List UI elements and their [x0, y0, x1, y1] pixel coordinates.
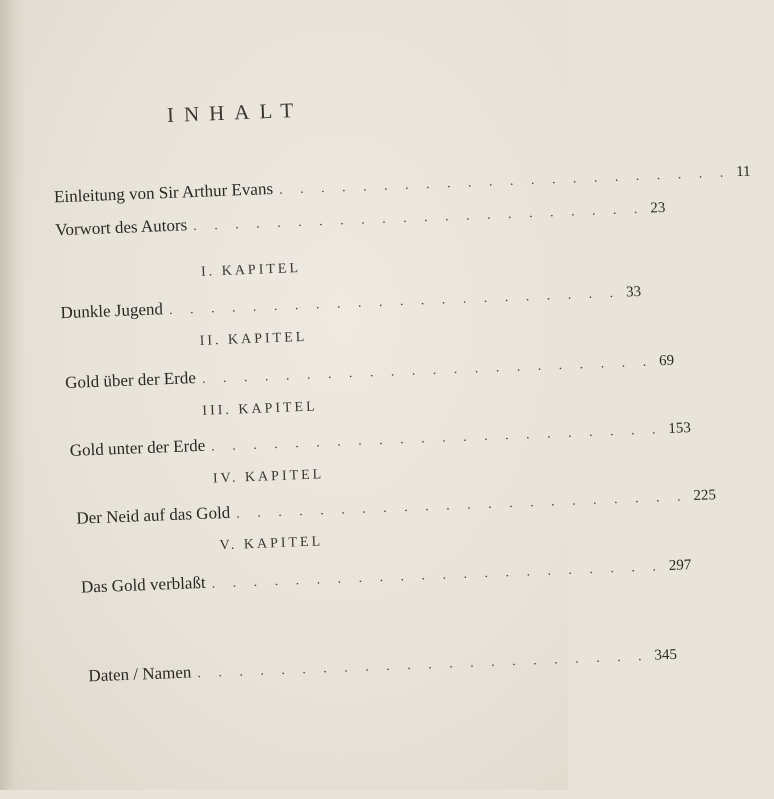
toc-entry-page: 345: [654, 646, 678, 664]
toc-entry-label: Gold über der Erde: [64, 368, 197, 393]
chapter-heading: I. KAPITEL: [200, 260, 302, 280]
leader-dots: . . . . . . . . . . . . . . . . . . . . . .: [197, 648, 649, 682]
toc-entry-label: Einleitung von Sir Arthur Evans: [53, 178, 274, 207]
toc-entry-page: 225: [693, 487, 717, 505]
toc-entry-page: 69: [658, 352, 675, 370]
toc-entry: [54, 199, 666, 244]
toc-entry-page: 23: [650, 199, 666, 217]
toc-entry-label: Das Gold verblaßt: [80, 572, 206, 597]
toc-entry-page: 33: [625, 283, 642, 301]
toc-title: INHALT: [166, 97, 304, 127]
chapter-heading: IV. KAPITEL: [212, 467, 325, 487]
leader-dots: . . . . . . . . . . . . . . . . . . . . . .: [201, 354, 654, 387]
leader-dots: . . . . . . . . . . . . . . . . . . . . . .: [235, 489, 688, 522]
leader-dots: . . . . . . . . . . . . . . . . . . . . . .: [278, 165, 731, 198]
leader-dots: . . . . . . . . . . . . . . . . . . . . . .: [211, 559, 664, 592]
toc-entry-label: Dunkle Jugend: [60, 299, 164, 323]
chapter-heading: II. KAPITEL: [199, 329, 308, 349]
toc-entry-page: 297: [668, 557, 692, 575]
toc-entry-label: Der Neid auf das Gold: [76, 502, 231, 528]
toc-entry: [88, 646, 678, 690]
leader-dots: . . . . . . . . . . . . . . . . . . . . . .: [168, 285, 621, 319]
leader-dots: . . . . . . . . . . . . . . . . . . . . . .: [210, 422, 663, 455]
toc-entry-page: 11: [735, 163, 751, 181]
toc-entry: [80, 557, 692, 601]
toc-entry-page: 153: [668, 420, 692, 437]
toc-entry: [64, 352, 675, 397]
chapter-heading: III. KAPITEL: [202, 399, 318, 419]
toc-entry-label: Vorwort des Autors: [54, 215, 188, 240]
toc-entry-label: Gold unter der Erde: [69, 435, 206, 460]
toc-entry-label: Daten / Namen: [88, 662, 192, 686]
toc-entry: [76, 487, 717, 533]
chapter-heading: V. KAPITEL: [219, 534, 324, 554]
toc-entry: [69, 420, 692, 465]
toc-entry: [60, 283, 642, 327]
leader-dots: . . . . . . . . . . . . . . . . . . . . . .: [192, 201, 645, 235]
